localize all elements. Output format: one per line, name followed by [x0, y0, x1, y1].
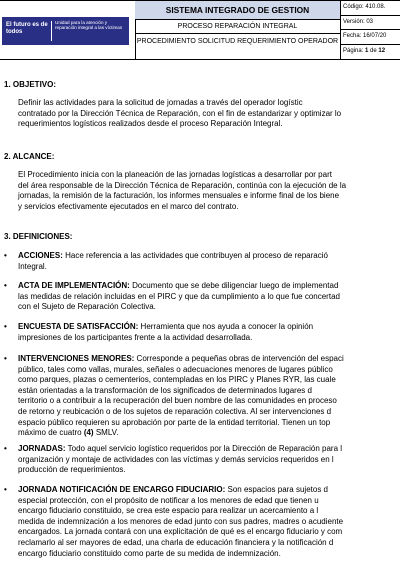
definition-line: Todo aquel servicio logístico requeridos por la Dirección de Reparación para l — [65, 444, 343, 453]
definition-line: territorio o a contribuir a la recuperación del buen nombre de las comunidades en proceso — [18, 396, 337, 406]
date-label: Fecha: 16/07/20 — [341, 30, 400, 45]
bullet-icon: • — [4, 281, 7, 290]
bullet-icon: • — [4, 354, 7, 363]
alcance-line: del área responsable de la Dirección Técnica de Reparación, continúa con la ejecución de la — [18, 180, 347, 190]
objetivo-line: contratado por la Dirección Técnica de Reparación, con el fin de estandarizar y optimizar lo — [18, 108, 342, 118]
document-body — [0, 60, 400, 572]
definition-line: producción de requerimientos. — [18, 465, 126, 475]
page-label — [341, 45, 400, 60]
definition-line: impresiones de los participantes frente a la actividad desarrollada. — [18, 332, 253, 342]
logo-cell — [0, 1, 136, 59]
bullet-icon: • — [4, 444, 7, 453]
definition-bold-value: (4) — [83, 428, 94, 438]
definition-text — [18, 251, 400, 272]
definition-term: JORNADA NOTIFICACIÓN DE ENCARGO FIDUCIARIO: — [18, 485, 226, 494]
definition-line: reclamarlo al ser mayores de edad, una charla de educación financiera y la notificación d — [18, 537, 334, 547]
definition-term: ACCIONES: — [18, 251, 63, 260]
title-cell — [135, 1, 340, 59]
definition-line: encargo fiduciario constituido como parte de su medida de indemnización. — [18, 548, 281, 558]
section-title-definiciones: 3. DEFINICIONES: — [4, 232, 73, 241]
definition-text — [18, 354, 400, 439]
definition-text — [18, 485, 400, 559]
definition-line: encargo fiduciario constituido, se crea este espacio para realizar un acercamiento a l — [18, 506, 319, 516]
logo-separator — [51, 21, 52, 41]
definition-line: especial protección, con el propósito de notificar a los menores de edad que tienen u — [18, 495, 319, 505]
procedure-name: PROCEDIMIENTO SOLICITUD REQUERIMIENTO OPERADOR — [136, 38, 339, 45]
section-title-objetivo: 1. OBJETIVO: — [4, 80, 57, 89]
alcance-line: y servicios efectivamente ejecutados en el marco del contrato. — [18, 201, 239, 211]
definition-line: Documento que se debe diligenciar luego de implementad — [129, 281, 339, 290]
definition-term: INTERVENCIONES MENORES: — [18, 354, 135, 363]
page-prefix: Página: — [343, 47, 366, 54]
definition-line: público, tales como vallas, murales, señales o adecuaciones menores de lugares público — [18, 364, 333, 374]
definition-line: están orientadas a la transformación de los significados de determinados lugares d — [18, 385, 312, 395]
definition-line: con el Sujeto de Reparación Colectiva. — [18, 302, 156, 312]
objetivo-line: requerimientos logísticos realizados desde el proceso Reparación Integral. — [18, 119, 283, 129]
document-header — [0, 0, 400, 60]
page-current: 1 — [365, 47, 369, 54]
section-title-alcance: 2. ALCANCE: — [4, 152, 55, 161]
definition-line: medida de indemnización a los menores de edad junto con sus padres, madres o acudiente — [18, 516, 344, 526]
definition-term: ENCUESTA DE SATISFACCIÓN: — [18, 322, 139, 331]
definition-text — [18, 444, 400, 476]
definition-line: máximo de cuatro — [18, 428, 84, 438]
definition-line: como parques, plazas o cementerios, contempladas en los PIRC y Planes RYR, las cuale — [18, 375, 336, 385]
definition-text — [18, 322, 400, 343]
definition-line-tail: SMLV. — [93, 428, 119, 438]
process-name: PROCESO REPARACIÓN INTEGRAL — [135, 20, 340, 34]
definition-line: Herramienta que nos ayuda a conocer la opinión — [138, 322, 314, 331]
objetivo-paragraph — [18, 98, 400, 130]
definition-term: JORNADAS: — [18, 444, 66, 453]
logo-main-text: El futuro es de todos — [6, 22, 48, 35]
definition-term: ACTA DE IMPLEMENTACIÓN: — [18, 281, 130, 290]
definition-line: espacio público requieren su aprobación por parte de la entidad territorial. Tienen un top — [18, 417, 331, 427]
definition-line: Corresponde a pequeñas obras de intervención del espaci — [134, 354, 344, 363]
alcance-line: El Procedimiento inicia con la planeación de las jornadas logísticas a desarrollar por part — [18, 170, 332, 179]
bullet-icon: • — [4, 251, 7, 260]
alcance-paragraph — [18, 170, 400, 212]
objetivo-line: Definir las actividades para la solicitud de jornadas a través del operador logístic — [18, 98, 303, 107]
definition-line: encargados. La jornada contará con una explicitación de qué es el encargo fiduciario y com — [18, 527, 343, 537]
page-total: 12 — [378, 47, 386, 54]
page-mid: de — [368, 47, 379, 54]
definition-line: de retorno y reubicación o de los sujetos de reparación colectiva. Al ser intervenciones d — [18, 406, 332, 416]
definition-line: Integral. — [18, 261, 47, 271]
definition-line: Son espacios para sujetos d — [225, 485, 328, 494]
version-label: Versión: 03 — [341, 16, 400, 31]
system-title: SISTEMA INTEGRADO DE GESTION — [135, 1, 340, 20]
definition-line: organización y montaje de actividades con las víctimas y demás servicios requeridos en l — [18, 454, 334, 464]
bullet-icon: • — [4, 485, 7, 494]
definition-line: Hace referencia a las actividades que contribuyen al proceso de reparació — [62, 251, 328, 260]
bullet-icon: • — [4, 322, 7, 331]
alcance-line: jornadas, la remisión de la facturación, los informes mensuales e informe final de los biene — [18, 191, 340, 201]
code-label: Código: 410.08. — [341, 1, 400, 16]
definition-text — [18, 281, 400, 313]
logo-sub-text: Unidad para la atención y reparación integral a las víctimas — [55, 20, 123, 31]
meta-cell — [340, 1, 400, 59]
definition-line: las medidas de relación incluidas en el PIRC y que da cumplimiento a lo que fue concertad — [18, 291, 340, 301]
organization-logo — [2, 17, 129, 45]
